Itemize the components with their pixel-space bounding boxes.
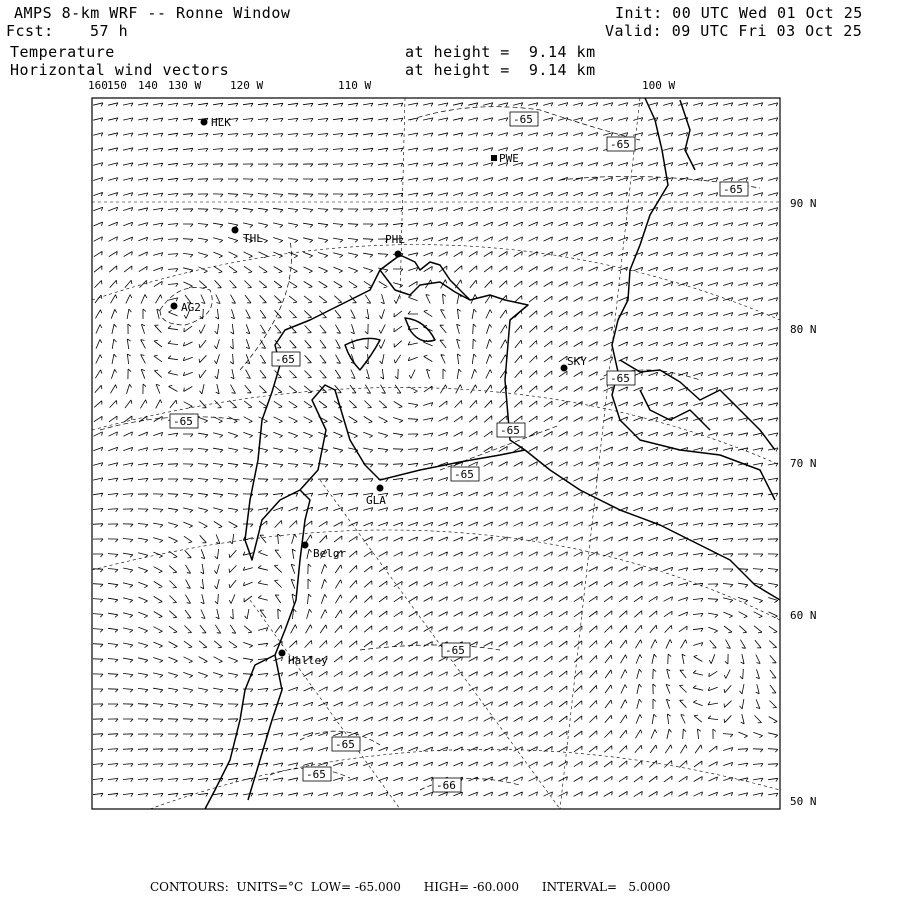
lon-label-130w: 130 W	[168, 79, 202, 92]
svg-text:PHL: PHL	[385, 233, 405, 246]
contour-label	[451, 467, 479, 481]
contour-label	[497, 423, 525, 437]
svg-text:-65: -65	[454, 468, 474, 481]
contour-label	[442, 643, 470, 657]
svg-text:-65: -65	[610, 138, 630, 151]
svg-text:-65: -65	[173, 415, 193, 428]
contour-label	[607, 137, 635, 151]
svg-text:-65: -65	[275, 353, 295, 366]
svg-text:-66: -66	[436, 779, 456, 792]
plot-frame	[92, 98, 780, 809]
contour-label	[303, 767, 331, 781]
station-gla	[366, 485, 386, 508]
station-ag2	[171, 301, 201, 314]
svg-text:AG2: AG2	[181, 301, 201, 314]
svg-text:-65: -65	[445, 644, 465, 657]
graticule	[92, 98, 780, 809]
station-hlk	[201, 116, 232, 129]
svg-text:-65: -65	[335, 738, 355, 751]
field-wind-vectors: Horizontal wind vectors	[10, 61, 230, 79]
lon-label-110w: 110 W	[338, 79, 372, 92]
wind-vector-field	[93, 103, 778, 797]
contour-label	[332, 737, 360, 751]
forecast-hour: 57 h	[90, 22, 129, 40]
contour-label	[272, 352, 300, 366]
svg-text:-65: -65	[500, 424, 520, 437]
svg-text:-65: -65	[306, 768, 326, 781]
lat-label-60n: 60 N	[790, 609, 817, 622]
station-belgr	[302, 542, 347, 561]
svg-text:THL: THL	[243, 232, 263, 245]
lat-label-70n: 70 N	[790, 457, 817, 470]
forecast-label: Fcst:	[6, 22, 54, 40]
valid-time: Valid: 09 UTC Fri 03 Oct 25	[605, 22, 863, 40]
contour-label	[720, 182, 748, 196]
svg-text:PWE: PWE	[499, 152, 519, 165]
contour-labels	[170, 112, 748, 792]
svg-text:-65: -65	[513, 113, 533, 126]
lon-label-100w: 100 W	[642, 79, 676, 92]
svg-text:-65: -65	[610, 372, 630, 385]
height-wind: at height = 9.14 km	[405, 61, 596, 79]
wind-vectors	[93, 103, 778, 797]
station-halley	[279, 650, 329, 668]
field-temperature: Temperature	[10, 43, 115, 61]
station-thl	[232, 227, 264, 246]
init-time: Init: 00 UTC Wed 01 Oct 25	[615, 4, 863, 22]
map-title: AMPS 8-km WRF -- Ronne Window	[14, 4, 291, 22]
height-temperature: at height = 9.14 km	[405, 43, 596, 61]
lon-label-120w: 120 W	[230, 79, 264, 92]
contour-label	[607, 371, 635, 385]
lat-label-90n: 90 N	[790, 197, 817, 210]
lat-label-80n: 80 N	[790, 323, 817, 336]
contour-label	[510, 112, 538, 126]
svg-text:SKY: SKY	[567, 355, 587, 368]
lon-label-150: 150	[107, 79, 127, 92]
contour-info-footer: CONTOURS: UNITS=°C LOW= -65.000 HIGH= -60.000 INTERVAL= 5.0000	[150, 880, 671, 894]
lat-label-50n: 50 N	[790, 795, 817, 808]
svg-text:Belgr: Belgr	[313, 547, 347, 560]
svg-text:GLA: GLA	[366, 494, 386, 507]
lon-label-160: 160	[88, 79, 108, 92]
station-sky	[561, 355, 588, 372]
contour-label	[433, 778, 461, 792]
svg-text:HLK: HLK	[211, 116, 231, 129]
svg-text:-65: -65	[723, 183, 743, 196]
station-pwe	[491, 152, 519, 165]
contour-label	[170, 414, 198, 428]
lon-label-140: 140	[138, 79, 158, 92]
svg-text:Halley: Halley	[288, 654, 328, 667]
